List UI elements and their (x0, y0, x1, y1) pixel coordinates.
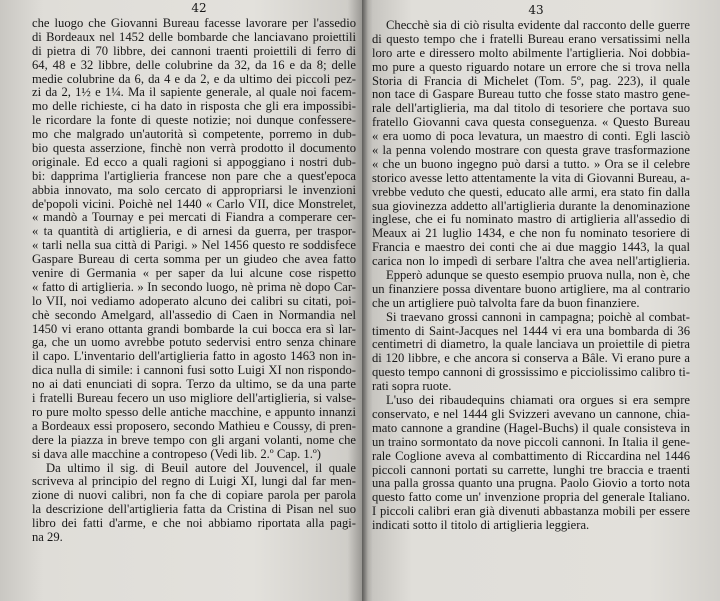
text-line: libro dei fatti d'arme, e che noi abbiamo riportata alla pagi- (32, 517, 356, 531)
text-line: 1450 vi erano ottanta grandi bombarde la cui bocca era sì lar- (32, 322, 356, 336)
text-line: una palla grossa quanto una prugna. Paolo Giovio a torto nota (372, 477, 690, 491)
text-line: zi da 2, 1½ e 1¼. Ma il sapiente generale, al quale noi facem- (32, 86, 356, 100)
text-line: rati sopra ruote. (372, 380, 452, 394)
text-line: il capo. L'inventario dell'artiglieria fatto in agosto 1463 non in- (32, 350, 356, 364)
text-line: di questo tempo che i fratelli Bureau erano versatissimi nella (372, 32, 690, 46)
text-line: Francia e maestro dei conti che ai due maggio 1443, la qual (372, 241, 690, 255)
text-line: piccoli cannoni portati su carrette, lunghi tre braccia e traenti (372, 463, 690, 477)
text-line: « che un buono ingegno può darsi a tutto. » Ora se il celebre (372, 157, 690, 171)
right-page-number: 43 (528, 3, 544, 17)
text-line: « tarli nella sua città di Parigi. » Nel 1456 questo re soddisfece (32, 239, 356, 253)
text-line: « la penna volendo mostrare con questa grave trasformazione (372, 144, 690, 158)
text-line: indicati sotto il titolo di artiglieria leggiera. (372, 519, 590, 533)
text-line: di pietra di 70 libbre, dei cannoni traenti proiettili di ferro di (32, 44, 356, 58)
text-line: L'uso dei ribaudequins chiamati ora orgues si era sempre (386, 394, 690, 408)
text-line: « fatto di artiglieria. » In secondo luogo, nè prima nè dopo Car- (32, 280, 356, 294)
text-line: ro pure molto spesso delle antiche macchine, e appunto innanzi (32, 405, 356, 419)
left-page-number: 42 (191, 1, 207, 15)
text-line: no ai dati enunciati di sopra. Terzo da ultimo, se da una parte (32, 378, 356, 392)
text-line: inglese, che ei fu nominato mastro di artiglieria all'assedio di (372, 213, 690, 227)
text-line: sua giovinezza addetto all'artiglieria durante la denominazione (372, 199, 690, 213)
text-line: che luogo che Giovanni Bureau facesse lavorare per l'assedio (32, 17, 356, 30)
text-line: carica non lo impedì di serbare l'altra che avea nell'artiglieria. (372, 255, 690, 269)
text-line: scriveva al principio del regno di Luigi XI, lungi dal far men- (32, 475, 356, 489)
text-line: medie colubrine da 6, da 4 e da 2, e da ultimo dei piccoli pez- (32, 72, 356, 86)
text-line: non tace di Gaspare Bureau tutto che fosse stato mastro gene- (372, 88, 690, 102)
text-line: mo delle richieste, ci ha dato in risposta che gli era impossibi- (32, 100, 356, 114)
text-line: Checchè sia di ciò risulta evidente dal racconto delle guerre (386, 19, 690, 32)
text-line: « era uomo di poca levatura, un maestro di conti. Egli lasciò (372, 130, 690, 144)
text-line: timento di Saint-Jacques nel 1444 vi era una bombarda di 36 (372, 324, 690, 338)
text-line: si dava alle macchine a contropeso (Vedi lib. 2.º Cap. 1.º) (32, 447, 321, 461)
text-line: di 120 libbre, e che ancora si conserva a Bâle. Vi erano pure a (372, 352, 690, 366)
text-line: Si traevano grossi cannoni in campagna; poichè al combat- (386, 310, 690, 324)
text-line: questo fatto come un' invenzione propria del generale Italiano. (372, 491, 690, 505)
text-line: la descrizione dell'artiglieria fatta da Cristina di Pisan nel suo (32, 503, 356, 517)
text-line: Meaux ai 21 luglio 1434, e che non fu nominato tesoriere di (372, 227, 690, 241)
text-line: storico avesse letto attentamente la vita di Giovanni Bureau, a- (372, 171, 690, 185)
text-line: i fratelli Bureau fecero un uso migliore dell'artiglieria, si valse- (32, 392, 356, 406)
text-line: le ricordare la fonte di queste notizie; noi dunque confessere- (32, 114, 356, 128)
text-line: un finanziere possa diventare buono artigliere, ma al contrario (372, 282, 690, 296)
text-line: ga, che un uomo avrebbe potuto sedervisi entro senza chinare (32, 336, 356, 350)
text-line: « ta quantità di artiglieria, e di arnesi da guerra, per traspor- (32, 225, 356, 239)
text-line: vrebbe veduto che questi, educato alle armi, era stato fin dalla (372, 185, 690, 199)
text-line: dica nulla di simile: i cannoni fusi sotto Luigi XI non rispondo- (32, 364, 356, 378)
text-line: che un artigliere può talvolta fare da buon finanziere. (372, 296, 640, 310)
text-line: de'popoli vicini. Poichè nel 1440 « Carlo VII, dice Monstrelet, (32, 197, 356, 211)
text-line: bi: dapprima l'artiglieria francese non pare che a quest'epoca (32, 169, 356, 183)
text-line: mato cannone a grandine (Hagel-Buchs) il quale consisteva in (372, 421, 690, 435)
text-line: conservato, e nel 1444 gli Svizzeri avevano un cannone, chia- (372, 407, 690, 421)
text-line: fratello Giovanni cava questa conseguenza. « Questo Bureau (372, 116, 690, 130)
text-line: Gaspare Bureau di certa somma per un giudeo che avea fatto (32, 253, 356, 267)
gutter-shadow (362, 0, 368, 601)
text-line: loro arte e diressero molto abilmente l'artiglieria. Noi dobbia- (372, 46, 690, 60)
right-page (362, 0, 720, 601)
text-line: 64, 48 e 32 libbre, delle colubrine da 32, da 16 e da 8; delle (32, 58, 356, 72)
text-line: Storia di Francia di Michelet (Tom. 5º, pag. 223), il quale (372, 74, 690, 88)
text-line: zione di nuovi calibri, non fa che di copiare parola per parola (32, 489, 356, 503)
text-line: abbia innovato, ma solo cercato di appropriarsi le invenzioni (32, 183, 356, 197)
text-line: dere la piazza in breve tempo con gli argani volanti, nome che (32, 433, 356, 447)
text-line: chè secondo Amelgard, all'assedio di Caen in Normandia nel (32, 308, 356, 322)
text-line: na 29. (32, 530, 63, 544)
text-line: rale Coglione aveva al combattimento di Riccardina nel 1446 (372, 449, 690, 463)
text-line: « mandò a Tournay e pei mercati di Fiandra a comperare cer- (32, 211, 356, 225)
left-page-text (32, 17, 356, 545)
text-line: a Bordeaux essi proposero, secondo Mathieu e Coussy, di pren- (32, 419, 356, 433)
text-line: Epperò adunque se questo esempio pruova nulla, non è, che (386, 269, 690, 283)
text-line: I piccoli calibri eran già divenuti abbastanza mobili per essere (372, 505, 690, 519)
text-line: centimetri di diametro, la quale lanciava un proiettile di pietra (372, 338, 690, 352)
text-line: venire di Germania « per saper da lui alcune cose rispetto (32, 267, 356, 281)
text-line: bio questa asserzione, finchè non verrà prodotto il documento (32, 142, 356, 156)
text-line: questo tempo cannoni di grossissimo e picciolissimo calibro ti- (372, 366, 690, 380)
text-line: mo pure a questo riguardo notare un errore che si trova nella (372, 60, 690, 74)
text-line: originale. Ed ecco a quali ragioni si appoggiano i nostri dub- (32, 155, 356, 169)
text-line: Da ultimo il sig. di Beuil autore del Jouvencel, il quale (46, 461, 356, 475)
right-page-text (372, 19, 690, 533)
text-line: un traino sormontato da nove piccoli cannoni. In Italia il gene- (372, 435, 690, 449)
text-line: mo che malgrado un'autorità sì competente, porremo in dub- (32, 128, 356, 142)
text-line: lo VII, noi vediamo adoperato alcuno dei calibri su citati, poi- (32, 294, 356, 308)
text-line: rale dell'artiglieria, ma dal titolo di tesoriere che portava suo (372, 102, 690, 116)
text-line: di Bordeaux nel 1452 delle bombarde che lanciavano proiettili (32, 30, 356, 44)
